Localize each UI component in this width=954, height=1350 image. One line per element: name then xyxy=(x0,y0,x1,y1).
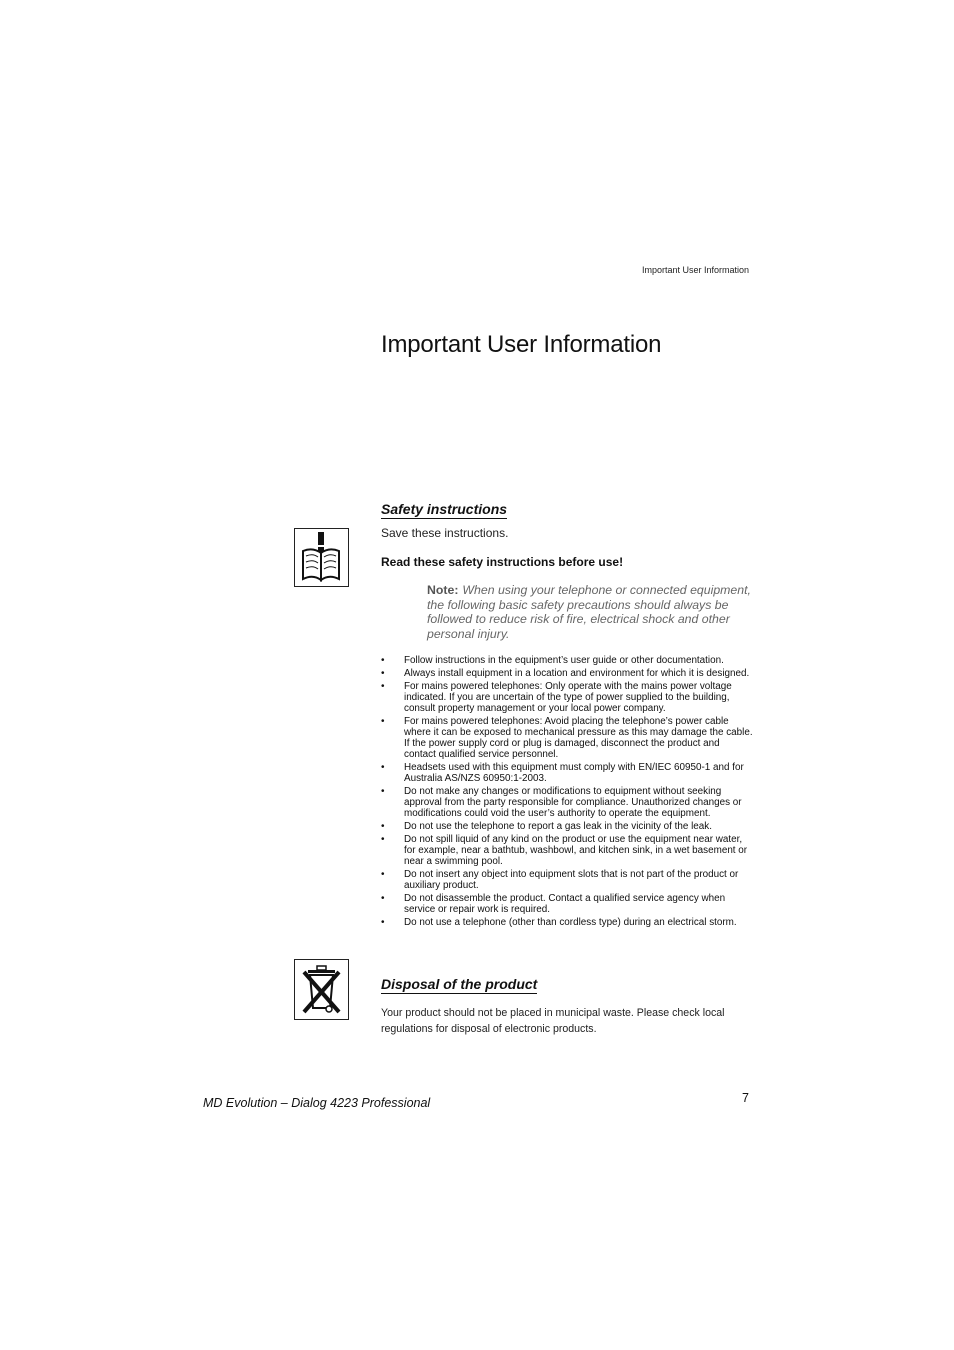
list-item: • Headsets used with this equipment must comply with EN/IEC 60950-1 and for Australia AS/NZS 60950:1-2003. xyxy=(381,763,753,785)
list-item: • Do not disassemble the product. Contact a qualified service agency when service or repair work is required. xyxy=(381,894,753,916)
list-item: • Follow instructions in the equipment’s user guide or other documentation. xyxy=(381,656,753,667)
list-item: • Do not spill liquid of any kind on the product or use the equipment near water, for example, near a bathtub, washbowl, and kitchen sink, in a wet basement or near a swimming pool. xyxy=(381,835,753,868)
page-title: Important User Information xyxy=(381,331,662,358)
safety-note xyxy=(427,583,752,641)
list-item: • For mains powered telephones: Only operate with the mains power voltage indicated. If you are uncertain of the type of power supplied to the building, consult property management or your local power company. xyxy=(381,682,753,715)
crossed-out-wheelie-bin-icon xyxy=(294,959,349,1020)
disposal-heading: Disposal of the product xyxy=(381,976,538,992)
safety-instructions-heading: Safety instructions xyxy=(381,501,508,517)
safety-bullet-list xyxy=(381,656,753,931)
note-label: Note: xyxy=(427,583,459,597)
list-item: • Do not use the telephone to report a gas leak in the vicinity of the leak. xyxy=(381,822,753,833)
disposal-text: Your product should not be placed in municipal waste. Please check local regulations for disposal of electronic products. xyxy=(381,1007,725,1035)
read-manual-warning-icon xyxy=(294,528,349,587)
list-item: • For mains powered telephones: Avoid placing the telephone’s power cable where it can be exposed to mechanical pressure as this may damage the cable. If the power supply cord or plug is damaged, disconnect the product and contact qualified service personnel. xyxy=(381,717,753,761)
running-header: Important User Information xyxy=(641,265,749,275)
list-item: • Do not use a telephone (other than cordless type) during an electrical storm. xyxy=(381,918,753,929)
note-text: When using your telephone or connected equipment, the following basic safety precautions should always be followed to reduce risk of fire, electrical shock and other personal injury. xyxy=(427,583,751,641)
read-before-use-text: Read these safety instructions before use! xyxy=(381,555,624,569)
page-number: 7 xyxy=(742,1091,749,1105)
save-instructions-text: Save these instructions. xyxy=(381,526,509,540)
list-item: • Do not insert any object into equipment slots that is not part of the product or auxiliary product. xyxy=(381,870,753,892)
list-item: • Do not make any changes or modifications to equipment without seeking approval from the party responsible for compliance. Unauthorized changes or modifications could void the user’s authority to operate the equipment. xyxy=(381,787,753,820)
footer-title: MD Evolution – Dialog 4223 Professional xyxy=(203,1096,431,1110)
list-item: • Always install equipment in a location and environment for which it is designed. xyxy=(381,669,753,680)
